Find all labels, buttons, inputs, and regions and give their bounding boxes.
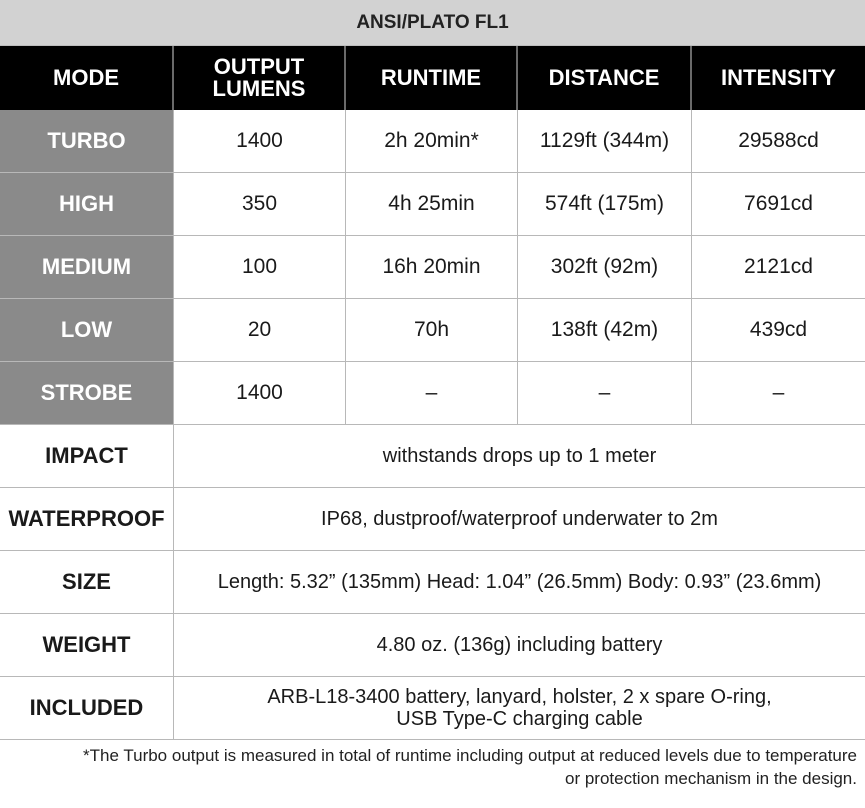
distance-cell: 574ft (175m) bbox=[518, 173, 692, 235]
header-intensity: INTENSITY bbox=[721, 65, 836, 90]
spec-value-line: ARB-L18-3400 battery, lanyard, holster, 2 x spare O-ring, bbox=[267, 686, 772, 708]
runtime-cell: 70h bbox=[346, 299, 518, 361]
spec-row-waterproof bbox=[0, 488, 865, 551]
header-mode: MODE bbox=[0, 46, 174, 110]
spec-label: WEIGHT bbox=[0, 614, 174, 676]
runtime-cell: 16h 20min bbox=[346, 236, 518, 298]
intensity-cell: – bbox=[772, 381, 785, 404]
mode-row-turbo bbox=[0, 110, 865, 173]
spec-label: WATERPROOF bbox=[0, 488, 174, 550]
intensity-cell: 439cd bbox=[749, 318, 808, 341]
lumens-cell: 20 bbox=[174, 299, 346, 361]
mode-label: LOW bbox=[0, 299, 174, 361]
lumens-cell: 1400 bbox=[174, 362, 346, 424]
spec-label: IMPACT bbox=[0, 425, 174, 487]
intensity-cell: 29588cd bbox=[738, 129, 819, 152]
spec-row-size bbox=[0, 551, 865, 614]
runtime-cell: – bbox=[346, 362, 518, 424]
runtime-cell: 4h 25min bbox=[346, 173, 518, 235]
mode-label: TURBO bbox=[0, 110, 174, 172]
mode-label: MEDIUM bbox=[0, 236, 174, 298]
runtime-cell: 2h 20min* bbox=[346, 110, 518, 172]
lumens-cell: 1400 bbox=[174, 110, 346, 172]
header-distance: DISTANCE bbox=[518, 46, 692, 110]
intensity-cell: 2121cd bbox=[744, 255, 813, 278]
spec-label: INCLUDED bbox=[0, 677, 174, 739]
footnote bbox=[0, 740, 865, 790]
spec-row-weight bbox=[0, 614, 865, 677]
mode-row-medium bbox=[0, 236, 865, 299]
mode-label: HIGH bbox=[0, 173, 174, 235]
spec-value: IP68, dustproof/waterproof underwater to 2m bbox=[321, 508, 718, 530]
spec-value: withstands drops up to 1 meter bbox=[382, 445, 657, 467]
lumens-cell: 350 bbox=[174, 173, 346, 235]
mode-row-strobe bbox=[0, 362, 865, 425]
distance-cell: 1129ft (344m) bbox=[518, 110, 692, 172]
lumens-cell: 100 bbox=[174, 236, 346, 298]
footnote-line: *The Turbo output is measured in total of runtime including output at reduced levels due to temperature bbox=[83, 746, 857, 765]
table-title: ANSI/PLATO FL1 bbox=[0, 0, 865, 46]
mode-label: STROBE bbox=[0, 362, 174, 424]
header-runtime: RUNTIME bbox=[346, 46, 518, 110]
spec-row-impact bbox=[0, 425, 865, 488]
spec-label: SIZE bbox=[0, 551, 174, 613]
header-row bbox=[0, 46, 865, 110]
distance-cell: 138ft (42m) bbox=[518, 299, 692, 361]
mode-row-low bbox=[0, 299, 865, 362]
mode-row-high bbox=[0, 173, 865, 236]
spec-value: 4.80 oz. (136g) including battery bbox=[376, 634, 663, 656]
spec-value: Length: 5.32” (135mm) Head: 1.04” (26.5mm) Body: 0.93” (23.6mm) bbox=[217, 571, 822, 593]
intensity-cell: 7691cd bbox=[744, 192, 813, 215]
distance-cell: – bbox=[518, 362, 692, 424]
footnote-line: or protection mechanism in the design. bbox=[565, 769, 857, 788]
spec-value bbox=[174, 677, 865, 739]
header-output-lumens: OUTPUT LUMENS bbox=[174, 46, 346, 110]
spec-value-line: USB Type-C charging cable bbox=[396, 708, 643, 730]
spec-row-included bbox=[0, 677, 865, 740]
distance-cell: 302ft (92m) bbox=[518, 236, 692, 298]
